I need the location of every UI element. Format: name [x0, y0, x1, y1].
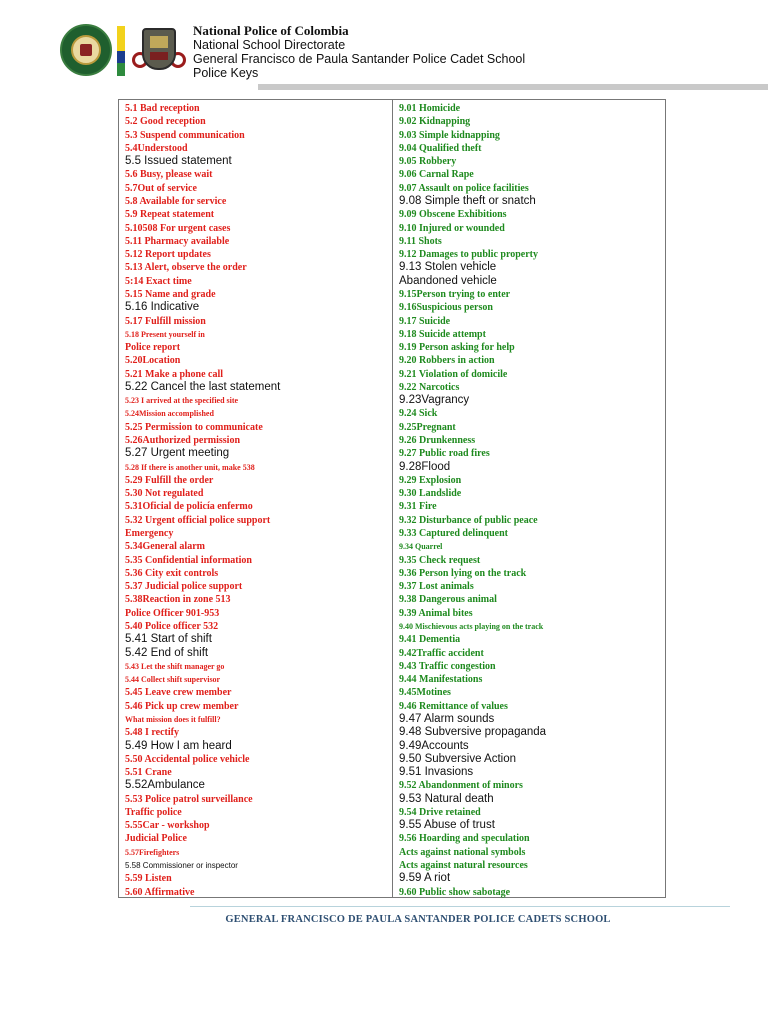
left-code-item: 5.21 Make a phone call [125, 368, 224, 380]
left-code-item: 5.59 Listen [125, 873, 172, 885]
left-code-item: 5.43 Let the shift manager go [125, 661, 225, 671]
left-code-item: 5.34General alarm [125, 541, 205, 553]
left-code-item: 5.28 If there is another unit, make 538 [125, 462, 255, 472]
left-code-item: 5.11 Pharmacy available [125, 235, 230, 247]
left-code-item: 5.41 Start of shift [125, 633, 212, 646]
left-code-item: Police report [125, 342, 181, 354]
right-code-item: 9.38 Dangerous animal [399, 594, 497, 606]
header-logos [60, 22, 190, 82]
right-code-item: 9.27 Public road fires [399, 448, 490, 460]
right-code-item: 9.26 Drunkenness [399, 435, 476, 447]
right-code-item: Abandoned vehicle [399, 274, 497, 287]
left-code-item: 5.55Car - workshop [125, 820, 210, 832]
left-code-item: 5.60 Affirmative [125, 886, 195, 898]
right-code-item: 9.60 Public show sabotage [399, 886, 511, 898]
left-code-item: 5.51 Crane [125, 767, 172, 779]
right-code-item: 9.25Pregnant [399, 421, 456, 433]
left-code-item: 5.50 Accidental police vehicle [125, 753, 250, 765]
right-code-item: 9.02 Kidnapping [399, 116, 471, 128]
right-code-item: 9.20 Robbers in action [399, 355, 495, 367]
right-code-item: 9.18 Suicide attempt [399, 328, 486, 340]
right-code-item: 9.36 Person lying on the track [399, 567, 527, 579]
left-code-item: 5.45 Leave crew member [125, 687, 232, 699]
right-code-item: 9.35 Check request [399, 554, 481, 566]
right-code-item: 9.08 Simple theft or snatch [399, 194, 536, 207]
left-code-item: Emergency [125, 528, 174, 539]
footer-school-name: GENERAL FRANCISCO DE PAULA SANTANDER POLICE CADETS SCHOOL [225, 914, 611, 925]
right-code-item: 9.19 Person asking for help [399, 342, 515, 354]
school-coat-of-arms-logo [130, 22, 188, 80]
right-code-item: 9.31 Fire [399, 501, 437, 513]
left-code-item: 5.17 Fulfill mission [125, 315, 206, 327]
right-code-item: 9.59 A riot [399, 872, 451, 885]
right-code-item: 9.52 Abandonment of minors [399, 780, 523, 792]
left-code-item: 5.36 City exit controls [125, 567, 219, 579]
right-code-item: 9.01 Homicide [399, 103, 461, 114]
header-title: National Police of Colombia [193, 23, 349, 38]
left-code-item: 5:14 Exact time [125, 275, 192, 287]
left-code-item: 5.30 Not regulated [125, 488, 204, 500]
right-code-item: Acts against natural resources [399, 860, 528, 872]
left-code-item: 5.6 Busy, please wait [125, 169, 213, 181]
right-code-item: 9.21 Violation of domicile [399, 368, 508, 380]
left-code-item: 5.40 Police officer 532 [125, 620, 219, 632]
right-code-item: 9.43 Traffic congestion [399, 660, 496, 672]
right-code-item: 9.10 Injured or wounded [399, 222, 505, 234]
right-code-item: 9.39 Animal bites [399, 607, 473, 619]
right-code-item: 9.51 Invasions [399, 766, 474, 779]
right-code-item: 9.17 Suicide [399, 315, 451, 327]
left-code-item: 5.1 Bad reception [125, 103, 200, 114]
left-code-item: 5.13 Alert, observe the order [125, 262, 247, 274]
right-code-item: 9.04 Qualified theft [399, 142, 482, 154]
left-code-item: 5.52Ambulance [125, 779, 205, 792]
left-code-item: 5.26Authorized permission [125, 435, 240, 447]
header-subject: Police Keys [193, 66, 259, 80]
left-code-item: 5.3 Suspend communication [125, 129, 245, 141]
right-code-item: 9.50 Subversive Action [399, 752, 516, 765]
right-code-item: 9.49Accounts [399, 739, 469, 752]
left-code-item: 5.25 Permission to communicate [125, 421, 263, 433]
footer-rule [190, 906, 730, 907]
right-code-item: Acts against national symbols [399, 846, 526, 858]
left-code-item: 5.15 Name and grade [125, 288, 216, 300]
right-code-item: 9.34 Quarrel [399, 542, 443, 552]
left-code-item: Traffic police [125, 806, 182, 818]
right-code-item: 9.40 Mischievous acts playing on the track [399, 621, 544, 631]
right-code-item: 9.06 Carnal Rape [399, 169, 474, 181]
police-keys-table [118, 99, 666, 898]
left-code-item: 5.48 I rectify [125, 727, 179, 739]
colombia-flag-icon [117, 26, 125, 76]
left-code-item: 5.38Reaction in zone 513 [125, 594, 231, 606]
right-code-item: 9.46 Remittance of values [399, 700, 508, 712]
left-code-item: 5.8 Available for service [125, 195, 227, 207]
left-code-item: 5.31Oficial de policía enfermo [125, 501, 253, 513]
left-code-item: 5.58 Commissioner or inspector [125, 861, 238, 871]
right-code-item: 9.28Flood [399, 460, 451, 473]
left-code-item: 5.32 Urgent official police support [125, 514, 271, 526]
police-emblem-logo [60, 24, 112, 76]
left-code-item: 5.18 Present yourself in [125, 329, 205, 339]
left-code-list [125, 102, 389, 899]
left-code-item: 5.29 Fulfill the order [125, 474, 214, 486]
right-code-item: 9.47 Alarm sounds [399, 712, 495, 725]
left-code-item: 5.2 Good reception [125, 116, 206, 128]
left-code-item: 5.7Out of service [125, 182, 197, 194]
right-code-item: 9.45Motines [399, 687, 451, 699]
right-code-item: 9.54 Drive retained [399, 806, 481, 818]
left-code-item: 5.35 Confidential information [125, 554, 252, 566]
left-code-item: 5.46 Pick up crew member [125, 700, 239, 712]
left-code-item: 5.12 Report updates [125, 249, 211, 261]
header-directorate: National School Directorate [193, 38, 346, 52]
right-code-item: 9.22 Narcotics [399, 381, 460, 393]
right-code-item: 9.42Traffic accident [399, 647, 484, 659]
right-code-item: 9.32 Disturbance of public peace [399, 514, 538, 526]
left-code-item: 5.27 Urgent meeting [125, 447, 230, 460]
left-code-item: 5.16 Indicative [125, 301, 200, 314]
right-code-item: 9.13 Stolen vehicle [399, 261, 497, 274]
right-code-item: 9.29 Explosion [399, 474, 462, 486]
right-code-item: 9.15Person trying to enter [399, 288, 511, 300]
right-code-item: 9.56 Hoarding and speculation [399, 833, 530, 845]
right-code-item: 9.48 Subversive propaganda [399, 726, 547, 739]
right-code-item: 9.53 Natural death [399, 792, 494, 805]
left-code-item: 5.37 Judicial police support [125, 581, 243, 593]
right-code-item: 9.30 Landslide [399, 488, 462, 500]
right-code-item: 9.37 Lost animals [399, 581, 474, 593]
right-code-item: 9.16Suspicious person [399, 302, 493, 314]
left-code-item: What mission does it fulfill? [125, 714, 221, 724]
left-code-item: 5.9 Repeat statement [125, 209, 215, 221]
header-divider-bar [258, 84, 768, 90]
right-code-list [399, 102, 665, 899]
left-code-item: 5.20Location [125, 355, 181, 367]
left-code-item: 5.44 Collect shift supervisor [125, 675, 221, 685]
left-code-item: 5.57Firefighters [125, 847, 180, 857]
left-code-item: 5.5 Issued statement [125, 155, 232, 168]
right-code-item: 9.05 Robbery [399, 156, 457, 168]
right-code-item: 9.03 Simple kidnapping [399, 129, 500, 141]
right-code-item: 9.44 Manifestations [399, 674, 483, 686]
header-school: General Francisco de Paula Santander Police Cadet School [193, 52, 526, 66]
left-code-item: 5.23 I arrived at the specified site [125, 396, 239, 406]
right-code-item: 9.12 Damages to public property [399, 249, 538, 261]
left-code-item: Police Officer 901-953 [125, 607, 220, 619]
left-code-item: 5.4Understood [125, 142, 188, 154]
right-code-item: 9.33 Captured delinquent [399, 528, 509, 539]
right-code-item: 9.23Vagrancy [399, 394, 470, 407]
right-code-item: 9.24 Sick [399, 408, 438, 420]
left-code-item: 5.22 Cancel the last statement [125, 380, 281, 393]
left-code-item: Judicial Police [125, 833, 187, 845]
right-code-item: 9.11 Shots [399, 235, 442, 247]
left-code-item: 5.53 Police patrol surveillance [125, 793, 253, 805]
column-divider [392, 100, 393, 897]
left-code-item: 5.49 How I am heard [125, 739, 232, 752]
right-code-item: 9.09 Obscene Exhibitions [399, 209, 507, 221]
right-code-item: 9.41 Dementia [399, 634, 461, 646]
left-code-item: 5.42 End of shift [125, 646, 209, 659]
right-code-item: 9.07 Assault on police facilities [399, 182, 529, 194]
right-code-item: 9.55 Abuse of trust [399, 819, 495, 832]
left-code-item: 5.10508 For urgent cases [125, 222, 231, 234]
document-header [193, 23, 525, 80]
left-code-item: 5.24Mission accomplished [125, 409, 214, 419]
